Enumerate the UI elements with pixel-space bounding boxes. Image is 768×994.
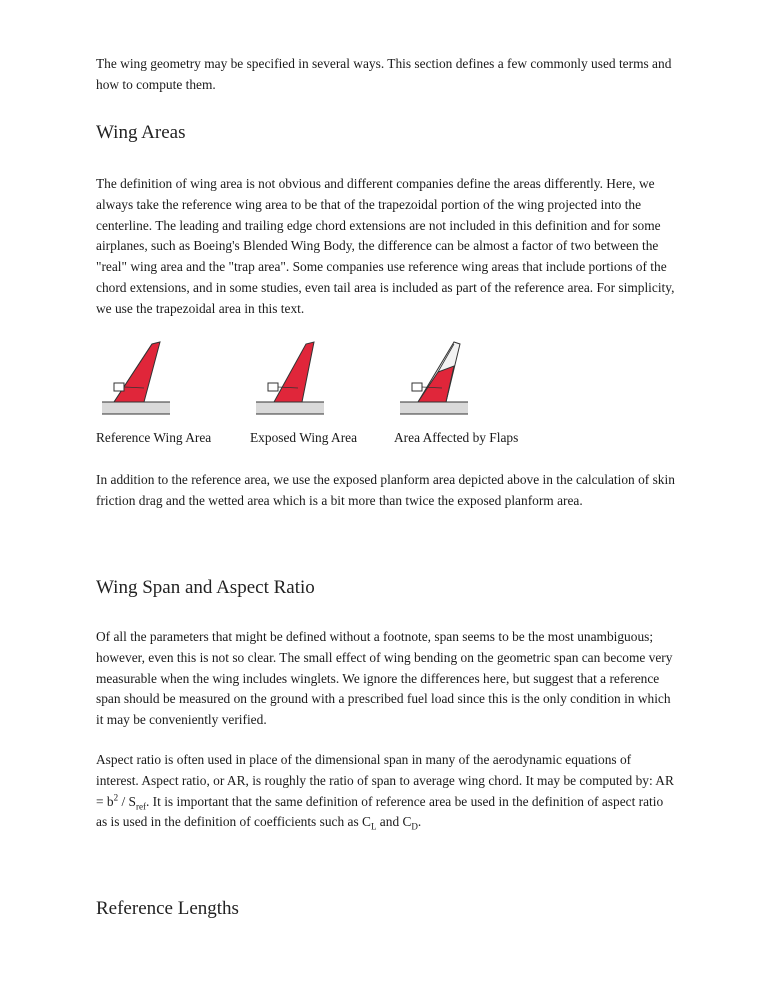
ar-text-a: Aspect ratio is often used in place of the dimensional span in many of the aerodynamic equations of interest. Aspect ratio, or AR, is roughly the ratio of span to average wing chord. It may be computed by: AR = b (96, 752, 674, 809)
ar-text-c: . It is important that the same definition of reference area be used in the definition of aspect ratio as is used in the definition of coefficients such as C (96, 793, 664, 830)
heading-wing-span: Wing Span and Aspect Ratio (96, 577, 315, 598)
ar-text-b: / S (118, 793, 136, 809)
fuselage-strip (400, 402, 468, 414)
flap-area-figure (398, 338, 470, 420)
fuselage-strip (102, 402, 170, 414)
span-paragraph: Of all the parameters that might be defined without a footnote, span seems to be the most unambiguous; however, even this is not so clear. The small effect of wing bending on the geometric span can become very measurable when the wing includes winglets. We ignore the differences here, but suggest that a reference span should be measured on the ground with a prescribed fuel load since this is the only condition in which it may be conveniently verified. (96, 629, 673, 728)
ar-subscript-l: L (370, 822, 377, 833)
wing-area-fill (274, 342, 314, 402)
ar-text-d: and C (376, 814, 412, 830)
aspect-ratio-paragraph (96, 750, 676, 833)
ar-text-e: . (417, 814, 422, 830)
exposed-wing-area-figure (254, 338, 326, 420)
caption-area-affected-by-flaps: Area Affected by Flaps (394, 430, 519, 445)
ar-subscript-ref: ref (135, 801, 146, 812)
caption-exposed-wing-area: Exposed Wing Area (250, 430, 358, 445)
heading-reference-lengths: Reference Lengths (96, 898, 239, 919)
heading-wing-areas: Wing Areas (96, 122, 186, 143)
intro-paragraph: The wing geometry may be specified in several ways. This section defines a few commonly used terms and how to compute them. (96, 56, 672, 92)
ar-subscript-d: D (411, 822, 418, 833)
caption-reference-wing-area: Reference Wing Area (96, 430, 212, 445)
wing-areas-paragraph: The definition of wing area is not obvious and different companies define the areas differently. Here, we always take the reference wing area to be that of the trapezoidal portion of the wing projected into the centerline. The leading and trailing edge chord extensions are not included in this definition and for some airplanes, such as Boeing's Blended Wing Body, the difference can be almost a factor of two between the "real" wing area and the "trap area". Some companies use reference wing areas that include portions of the chord extensions, and in some studies, even tail area is included as part of the reference area. For simplicity, we use the trapezoidal area in this text. (96, 176, 675, 316)
exposed-area-paragraph: In addition to the reference area, we use the exposed planform area depicted above in the calculation of skin friction drag and the wetted area which is a bit more than twice the exposed planform area. (96, 472, 675, 508)
ar-superscript-2: 2 (113, 792, 119, 803)
wing-area-fill (114, 342, 160, 402)
reference-wing-area-figure (100, 338, 172, 420)
engine-pod (268, 383, 278, 391)
engine-pod (412, 383, 422, 391)
engine-pod (114, 383, 124, 391)
fuselage-strip (256, 402, 324, 414)
